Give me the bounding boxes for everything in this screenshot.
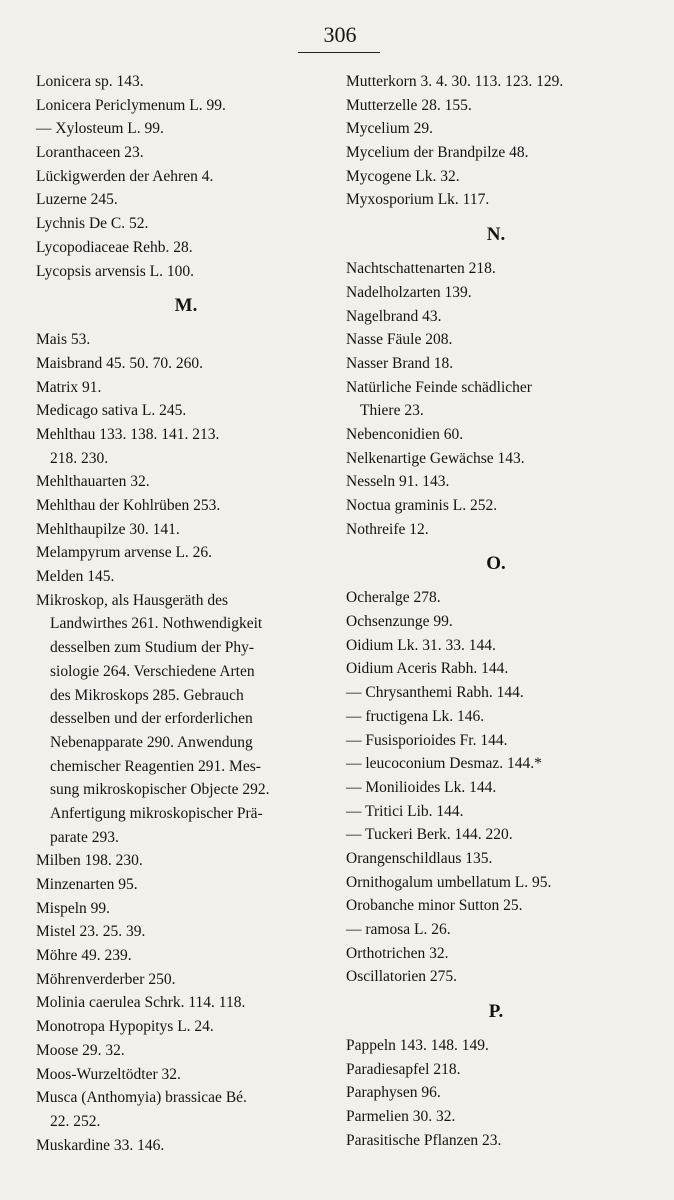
index-entry: Parasitische Pflanzen 23. [346, 1131, 502, 1149]
index-entry: Matrix 91. [36, 378, 102, 396]
index-entry: Oidium Lk. 31. 33. 144. [346, 636, 496, 654]
index-entry: Maisbrand 45. 50. 70. 260. [36, 354, 204, 372]
section-letter-heading: O. [486, 553, 506, 575]
index-entry: Nagelbrand 43. [346, 307, 442, 325]
index-entry: — ramosa L. 26. [346, 921, 451, 938]
index-entry: Pappeln 143. 148. 149. [346, 1037, 489, 1055]
index-entry: Lückigwerden der Aehren 4. [36, 167, 214, 185]
index-entry: — Chrysanthemi Rabh. 144. [346, 684, 524, 702]
index-entry: Parmelien 30. 32. [346, 1108, 456, 1126]
index-entry-continuation: desselben zum Studium der Phy- [50, 639, 255, 657]
index-entry: — Xylosteum L. 99. [36, 120, 164, 138]
index-entry: Mehlthaupilze 30. 141. [36, 520, 180, 538]
index-entry: Oscillatorien 275. [346, 968, 458, 986]
index-entry: Moose 29. 32. [36, 1041, 125, 1059]
index-entry: Orangenschildlaus 135. [346, 849, 493, 867]
index-entry: Milben 198. 230. [36, 852, 143, 870]
index-entry: Orthotrichen 32. [346, 944, 449, 962]
index-entry-continuation: Nebenapparate 290. Anwendung [50, 733, 253, 751]
index-entry: Nothreife 12. [346, 520, 429, 538]
index-entry-continuation: chemischer Reagentien 291. Mes- [50, 757, 261, 775]
index-entry: Loranthaceen 23. [36, 144, 144, 162]
page-number: 306 [323, 22, 357, 47]
index-entry: Ornithogalum umbellatum L. 95. [346, 873, 552, 891]
index-entry: Mehlthau 133. 138. 141. 213. [36, 425, 220, 443]
index-entry: Mehlthau der Kohlrüben 253. [36, 497, 221, 514]
index-entry: — Monilioides Lk. 144. [346, 778, 497, 796]
index-entry: Lonicera Periclymenum L. 99. [36, 96, 226, 114]
index-entry: Moos-Wurzeltödter 32. [36, 1065, 181, 1083]
index-entry: Mistel 23. 25. 39. [36, 923, 146, 941]
index-entry: Nasser Brand 18. [346, 354, 454, 372]
index-entry: Melden 145. [36, 568, 115, 586]
index-entry-continuation: Thiere 23. [360, 402, 424, 420]
index-entry: Lycopodiaceae Rehb. 28. [36, 238, 193, 256]
index-entry: Lycopsis arvensis L. 100. [36, 262, 194, 280]
index-entry-continuation: Landwirthes 261. Nothwendigkeit [50, 615, 263, 633]
index-entry: Mais 53. [36, 331, 91, 349]
index-entry: Mycogene Lk. 32. [346, 167, 460, 185]
index-entry-continuation: desselben und der erforderlichen [50, 710, 253, 728]
index-entry: Lonicera sp. 143. [36, 73, 144, 90]
index-entry: Lychnis De C. 52. [36, 215, 149, 233]
index-entry-continuation: sung mikroskopischer Objecte 292. [50, 781, 270, 799]
index-entry-continuation: siologie 264. Verschiedene Arten [50, 662, 255, 680]
index-entry-continuation: 218. 230. [50, 449, 109, 467]
index-entry: Ochsenzunge 99. [346, 613, 453, 631]
index-entry: — leucoconium Desmaz. 144.* [346, 755, 542, 773]
index-entry: Nadelholzarten 139. [346, 283, 472, 301]
index-entry: Medicago sativa L. 245. [36, 402, 187, 420]
index-entry: Nesseln 91. 143. [346, 473, 450, 491]
header-rule [298, 52, 380, 53]
index-entry: Mispeln 99. [36, 899, 111, 917]
index-entry: Paraphysen 96. [346, 1084, 441, 1102]
left-column [36, 70, 336, 1157]
index-entry: Natürliche Feinde schädlicher [346, 378, 532, 396]
index-entry: Mehlthauarten 32. [36, 473, 150, 491]
index-entry: — Fusisporioides Fr. 144. [346, 731, 508, 749]
index-entry: Minzenarten 95. [36, 876, 138, 893]
index-entry: Nachtschattenarten 218. [346, 260, 496, 278]
index-entry: Nasse Fäule 208. [346, 331, 453, 349]
index-entry: Mutterkorn 3. 4. 30. 113. 123. 129. [346, 73, 564, 90]
index-entry: Paradiesapfel 218. [346, 1060, 461, 1078]
index-entry: Möhre 49. 239. [36, 947, 132, 965]
index-entry-continuation: des Mikroskops 285. Gebrauch [50, 686, 244, 704]
index-entry: Molinia caerulea Schrk. 114. 118. [36, 994, 246, 1012]
index-entry: Muskardine 33. 146. [36, 1136, 165, 1154]
index-entry: Noctua graminis L. 252. [346, 497, 498, 514]
index-entry-continuation: 22. 252. [50, 1112, 101, 1130]
index-entry: Orobanche minor Sutton 25. [346, 897, 523, 915]
index-entry: Mikroskop, als Hausgeräth des [36, 591, 228, 609]
index-entry: Myxosporium Lk. 117. [346, 191, 490, 209]
index-entry: — fructigena Lk. 146. [346, 707, 485, 725]
index-entry: Luzerne 245. [36, 191, 118, 209]
index-entry: Mutterzelle 28. 155. [346, 96, 472, 114]
section-letter-heading: N. [486, 224, 506, 246]
index-entry: Musca (Anthomyia) brassicae Bé. [36, 1089, 247, 1107]
index-entry: Möhrenverderber 250. [36, 970, 176, 988]
index-entry: Nebenconidien 60. [346, 425, 464, 443]
index-entry: Oidium Aceris Rabh. 144. [346, 660, 509, 678]
index-entry: Ocheralge 278. [346, 589, 441, 607]
section-letter-heading: M. [174, 295, 198, 317]
index-entry: Monotropa Hypopitys L. 24. [36, 1018, 214, 1036]
right-column [346, 70, 646, 1153]
index-entry-continuation: Anfertigung mikroskopischer Prä- [50, 804, 263, 822]
index-entry: Mycelium 29. [346, 120, 433, 138]
index-entry: Mycelium der Brandpilze 48. [346, 144, 529, 162]
section-letter-heading: P. [488, 1001, 504, 1023]
index-entry: Melampyrum arvense L. 26. [36, 544, 213, 562]
index-entry: Nelkenartige Gewächse 143. [346, 449, 525, 467]
index-entry: — Tuckeri Berk. 144. 220. [346, 826, 513, 844]
index-entry-continuation: parate 293. [50, 828, 119, 846]
index-entry: — Tritici Lib. 144. [346, 802, 464, 820]
